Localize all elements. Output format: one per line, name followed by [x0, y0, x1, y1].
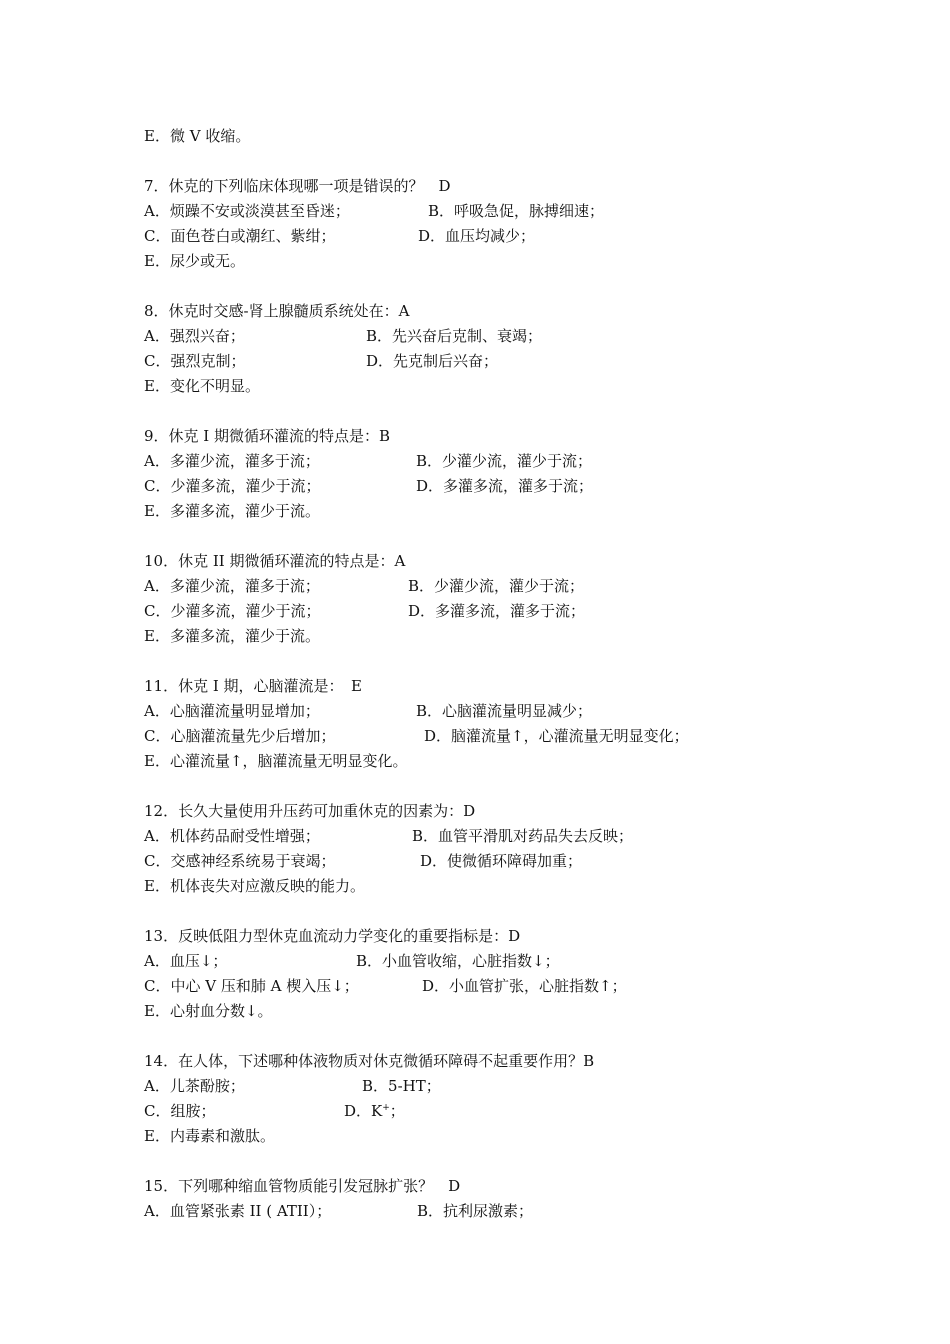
option-text: E．多灌多流，灌少于流。	[144, 627, 320, 645]
option-text: B．5-HT；	[362, 1077, 441, 1095]
option-text: B．先兴奋后克制、衰竭；	[366, 327, 543, 345]
option-text: B．少灌少流，灌少于流；	[408, 577, 585, 595]
question-stem: 12．长久大量使用升压药可加重休克的因素为：D	[144, 802, 476, 820]
option-text: C．强烈克制；	[144, 352, 246, 370]
option-line	[144, 874, 904, 899]
option-line	[144, 749, 904, 774]
option-text: E．多灌多流，灌少于流。	[144, 502, 320, 520]
option-text: B．心脑灌流量明显减少；	[416, 702, 593, 720]
option-text: B．呼吸急促，脉搏细速；	[428, 202, 605, 220]
option-text: A．多灌少流，灌多于流；	[144, 577, 320, 595]
option-text: D．使微循环障碍加重；	[420, 852, 583, 870]
question-stem: 10．休克 II 期微循环灌流的特点是：A	[144, 552, 406, 570]
option-text: C．中心 V 压和肺 A 楔入压↓；	[144, 977, 359, 995]
option-text: A．儿茶酚胺；	[144, 1077, 245, 1095]
option-text: E．变化不明显。	[144, 377, 260, 395]
option-text: E．心灌流量↑，脑灌流量无明显变化。	[144, 752, 408, 770]
question-stem: 11．休克 I 期，心脑灌流是： E	[144, 677, 362, 695]
option-text: A．血管紧张素 II ( ATII）；	[144, 1202, 332, 1220]
question-stem: 9．休克 I 期微循环灌流的特点是：B	[144, 427, 391, 445]
question-stem: 14．在人体，下述哪种体液物质对休克微循环障碍不起重要作用？B	[144, 1052, 595, 1070]
option-line	[144, 824, 904, 849]
option-text: B．血管平滑肌对药品失去反映；	[412, 827, 634, 845]
option-text: C．心脑灌流量先少后增加；	[144, 727, 336, 745]
option-text: D．先克制后兴奋；	[366, 352, 499, 370]
option-text: E．尿少或无。	[144, 252, 245, 270]
option-text: C．面色苍白或潮红、紫绀；	[144, 227, 336, 245]
option-text: D．小血管扩张，心脏指数↑；	[422, 977, 627, 995]
option-text: A．机体药品耐受性增强；	[144, 827, 320, 845]
question-stem: 8．休克时交感-肾上腺髓质系统处在：A	[144, 302, 410, 320]
option-text: C．交感神经系统易于衰竭；	[144, 852, 336, 870]
option-line	[144, 949, 904, 974]
option-line	[144, 624, 904, 649]
option-line	[144, 849, 904, 874]
option-text: D．多灌多流，灌多于流；	[408, 602, 586, 620]
question-list	[144, 124, 904, 1224]
option-line	[144, 974, 904, 999]
option-text: C．组胺；	[144, 1102, 216, 1120]
question-stem: 13．反映低阻力型休克血流动力学变化的重要指标是：D	[144, 927, 521, 945]
option-text: B．小血管收缩，心脏指数↓；	[356, 952, 560, 970]
option-text: D．多灌多流，灌多于流；	[416, 477, 594, 495]
option-line	[144, 124, 904, 149]
option-line	[144, 1099, 904, 1124]
option-text: D．血压均减少；	[418, 227, 536, 245]
option-line	[144, 499, 904, 524]
option-line	[144, 574, 904, 599]
option-line	[144, 449, 904, 474]
option-line	[144, 224, 904, 249]
question-stem: 7．休克的下列临床体现哪一项是错误的？ D	[144, 177, 451, 195]
option-line	[144, 349, 904, 374]
option-line	[144, 199, 904, 224]
option-line	[144, 999, 904, 1024]
option-line	[144, 699, 904, 724]
option-line	[144, 374, 904, 399]
option-text: A．强烈兴奋；	[144, 327, 245, 345]
question-stem: 15．下列哪种缩血管物质能引发冠脉扩张？ D	[144, 1177, 461, 1195]
option-line	[144, 599, 904, 624]
option-text: B．少灌少流，灌少于流；	[416, 452, 593, 470]
option-line	[144, 1124, 904, 1149]
option-line	[144, 324, 904, 349]
option-text: A．心脑灌流量明显增加；	[144, 702, 320, 720]
option-line	[144, 1074, 904, 1099]
option-line	[144, 474, 904, 499]
option-text: A．烦躁不安或淡漠甚至昏迷；	[144, 202, 350, 220]
option-text: A．多灌少流，灌多于流；	[144, 452, 320, 470]
option-line	[144, 724, 904, 749]
option-text: E．微 V 收缩。	[144, 127, 251, 145]
option-text: E．内毒素和激肽。	[144, 1127, 275, 1145]
option-text: E．机体丧失对应激反映的能力。	[144, 877, 365, 895]
option-line	[144, 249, 904, 274]
option-line	[144, 1199, 904, 1224]
option-text: D．K+；	[344, 1102, 405, 1120]
option-text: E．心射血分数↓。	[144, 1002, 273, 1020]
option-text: D．脑灌流量↑，心灌流量无明显变化；	[424, 727, 689, 745]
option-text: C．少灌多流，灌少于流；	[144, 602, 321, 620]
option-text: B．抗利尿激素；	[417, 1202, 534, 1220]
option-text: A．血压↓；	[144, 952, 228, 970]
option-text: C．少灌多流，灌少于流；	[144, 477, 321, 495]
